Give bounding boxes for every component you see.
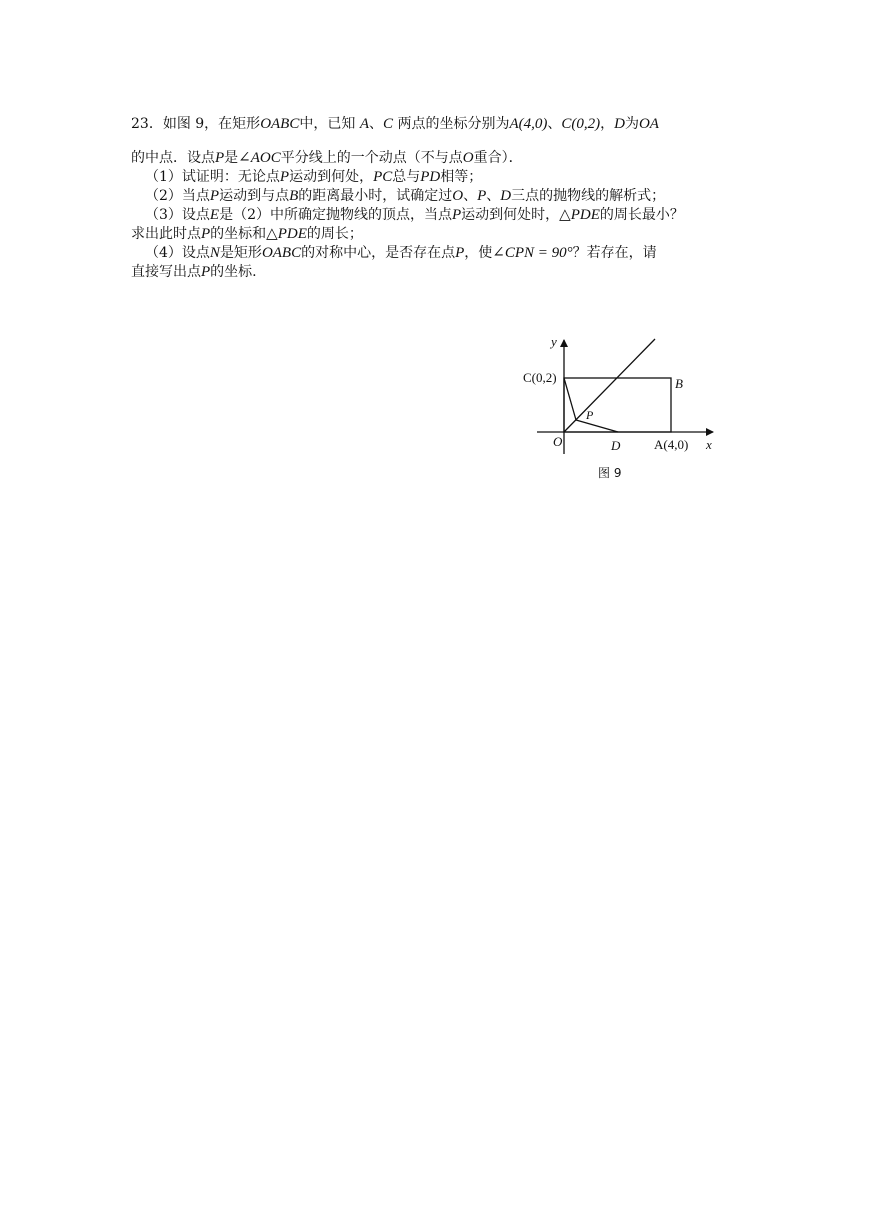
label-x-axis: x (706, 437, 712, 452)
label-point-B: B (675, 376, 683, 391)
math-A-coord: A(4,0) (509, 116, 548, 132)
text: 运动到何处， (289, 169, 374, 185)
math-PDE: PDE (277, 226, 307, 242)
text: 运动到何处时， (461, 207, 560, 223)
math-OA: OA (638, 116, 659, 132)
question-4-cont (131, 263, 741, 282)
math-O: O (462, 150, 474, 166)
math-P: P (477, 188, 487, 204)
triangle-symbol: △ (559, 207, 571, 223)
text: ，使 (464, 245, 493, 261)
math-D: D (500, 188, 512, 204)
text: 两点的坐标分别为 (397, 116, 510, 132)
question-3 (131, 206, 741, 225)
text: 是矩形 (219, 245, 262, 261)
text: （2）当点 (145, 188, 210, 204)
label-point-D: D (611, 438, 621, 453)
math-angle-CPN: ∠CPN = 90° (492, 245, 573, 261)
problem-line-2 (131, 149, 741, 168)
text: 重合）． (473, 150, 523, 166)
math-P: P (201, 264, 211, 280)
text: 直接写出点 (131, 264, 201, 280)
math-C-coord: C(0,2) (561, 116, 601, 132)
text: 的坐标和 (210, 226, 267, 242)
text: 总与 (392, 169, 421, 185)
text: 运动到与点 (219, 188, 290, 204)
question-1 (131, 168, 741, 187)
text: 、 (547, 116, 562, 132)
text: 平分线上的一个动点（不与点 (280, 150, 463, 166)
text: 、 (486, 188, 501, 204)
text: 的坐标. (210, 264, 257, 280)
math-P: P (279, 169, 290, 185)
label-point-P: P (586, 408, 594, 422)
math-PC: PC (373, 169, 393, 185)
text: 为 (624, 116, 639, 132)
text: ， (600, 116, 615, 132)
text: 、 (463, 188, 478, 204)
text: 的周长； (306, 226, 363, 242)
text: 的周长最小？ (599, 207, 684, 223)
text: 是（2）中所确定抛物线的顶点，当点 (219, 207, 452, 223)
segment-CP (564, 378, 576, 420)
rectangle-OABC (564, 378, 671, 432)
text: 如图 9，在矩形 (162, 116, 261, 132)
problem-number: 23． (131, 116, 163, 132)
question-4 (131, 244, 741, 263)
text: 的中点．设点 (131, 150, 215, 166)
text: （3）设点 (145, 207, 210, 223)
math-PDE: PDE (570, 207, 600, 223)
math-A: A (359, 116, 369, 132)
math-N: N (209, 245, 220, 261)
text: （4）设点 (145, 245, 210, 261)
text: 三点的抛物线的解析式； (511, 188, 666, 204)
math-P: P (455, 245, 465, 261)
label-point-A: A(4,0) (654, 437, 689, 452)
segment-PD (576, 420, 618, 432)
math-P: P (452, 207, 462, 223)
math-D: D (614, 116, 625, 132)
problem-23 (131, 115, 741, 282)
triangle-symbol: △ (266, 226, 278, 242)
text: 中，已知 (299, 116, 356, 132)
text: 的距离最小时，试确定过 (298, 188, 453, 204)
label-origin-O: O (553, 434, 563, 449)
math-O: O (452, 188, 464, 204)
math-OABC: OABC (260, 116, 300, 132)
problem-line-1 (131, 115, 741, 135)
math-PD: PD (420, 169, 441, 185)
question-2 (131, 187, 741, 206)
label-y-axis: y (551, 334, 557, 349)
figure-diagram (515, 330, 735, 490)
figure-caption: 图 9 (598, 466, 622, 480)
label-point-C: C(0,2) (523, 370, 557, 385)
math-P: P (209, 188, 220, 204)
math-P: P (201, 226, 211, 242)
text: （1）试证明：无论点 (145, 169, 280, 185)
math-B: B (289, 188, 299, 204)
text: 相等； (440, 169, 483, 185)
math-E: E (209, 207, 220, 223)
math-angle-AOC: ∠AOC (238, 150, 281, 166)
math-P: P (215, 150, 225, 166)
text: 、 (368, 116, 383, 132)
text: 求出此时点 (131, 226, 201, 242)
math-C: C (382, 116, 393, 132)
figure-9 (515, 330, 735, 490)
text: 的对称中心，是否存在点 (301, 245, 456, 261)
text: 是 (224, 150, 239, 166)
math-OABC: OABC (261, 245, 302, 261)
question-3-cont (131, 225, 741, 244)
angle-bisector-line (564, 339, 655, 432)
text: ？若存在，请 (572, 245, 657, 261)
